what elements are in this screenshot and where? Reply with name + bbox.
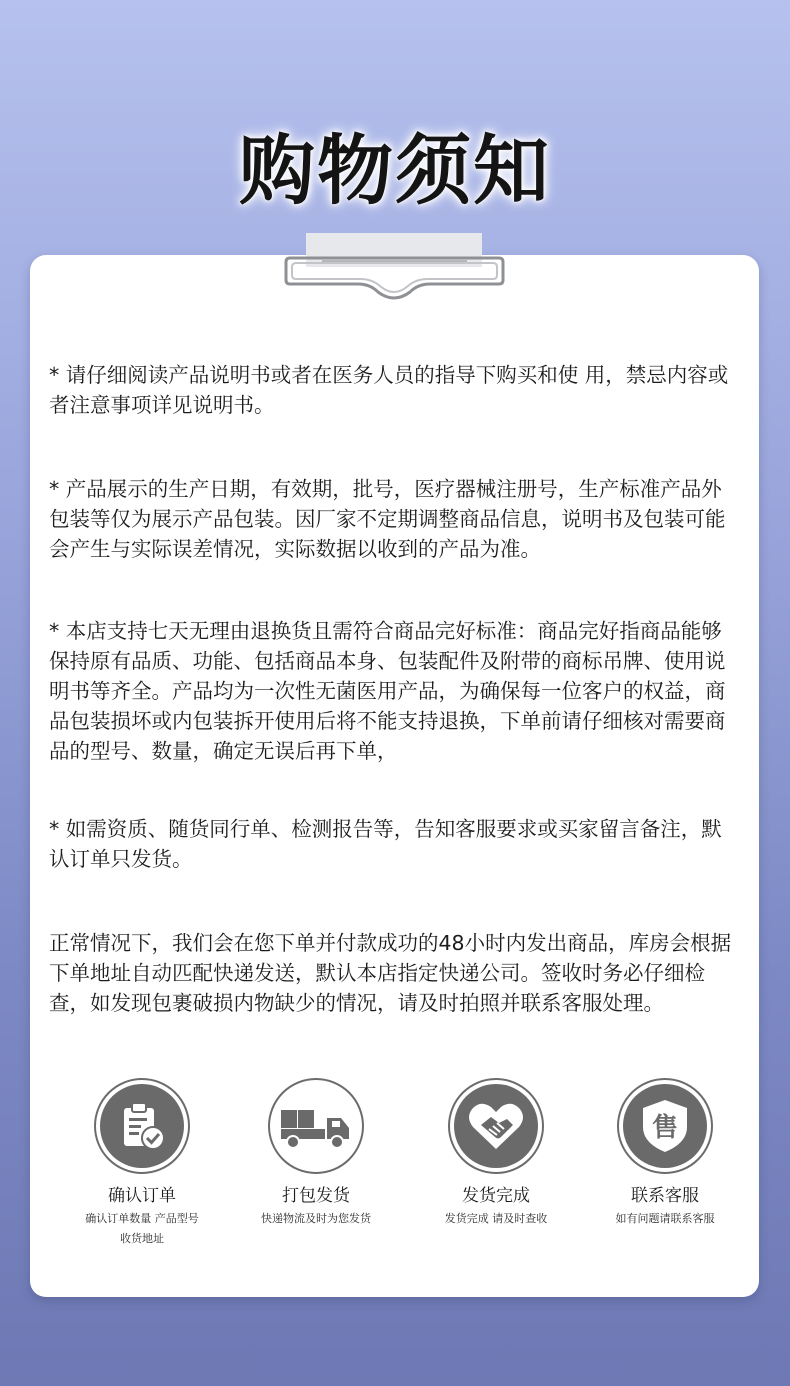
shield-char: 售 (651, 1113, 679, 1143)
step-label: 打包发货 (282, 1186, 350, 1206)
step-icon-circle (268, 1078, 364, 1174)
step-description: 发货完成 请及时查收 (444, 1212, 548, 1225)
step-pack-ship (236, 1078, 396, 1228)
step-description-line2: 收货地址 (120, 1232, 164, 1245)
notice-item: * 本店支持七天无理由退换货且需符合商品完好标准：商品完好指商品能够保持原有品质、功能、包括商品本身、包装配件及附带的商标吊牌、使用说明书等齐全。产品均为一次性无菌医用产品，为确保每一位客户的权益，商品包装损坏或内包装拆开使用后将不能支持退换，下单前请仔细核对需要商品的型号、数量，确定无误后再下单， (49, 619, 726, 763)
step-contact-service (585, 1078, 745, 1228)
notice-item: 正常情况下，我们会在您下单并付款成功的48小时内发出商品，库房会根据下单地址自动匹配快递发送，默认本店指定快递公司。签收时务必仔细检查，如发现包裹破损内物缺少的情况，请及时拍照并联系客服处理。 (49, 931, 732, 1015)
order-process-steps (30, 1078, 759, 1248)
delivery-truck-icon (277, 1098, 355, 1154)
step-shipped (416, 1078, 576, 1228)
clipboard-check-icon (114, 1098, 170, 1154)
handshake-heart-icon (467, 1099, 525, 1153)
step-label: 联系客服 (631, 1186, 699, 1206)
paper-clip-icon (282, 252, 507, 304)
step-description: 如有问题请联系客服 (615, 1212, 715, 1225)
step-confirm-order (62, 1078, 222, 1248)
step-icon-circle (617, 1078, 713, 1174)
step-description: 快递物流及时为您发货 (261, 1212, 371, 1225)
page-title: 购物须知 (239, 126, 551, 215)
step-icon-circle (94, 1078, 190, 1174)
notice-item: * 请仔细阅读产品说明书或者在医务人员的指导下购买和使 用，禁忌内容或者注意事项详见说明书。 (49, 363, 729, 417)
after-sales-shield-icon (639, 1097, 691, 1155)
notice-item: * 产品展示的生产日期，有效期，批号，医疗器械注册号，生产标准产品外包装等仅为展示产品包装。因厂家不定期调整商品信息，说明书及包装可能会产生与实际误差情况，实际数据以收到的产品为准。 (49, 477, 726, 561)
step-description: 确认订单数量 产品型号 (85, 1212, 199, 1225)
step-icon-circle (448, 1078, 544, 1174)
step-label: 发货完成 (462, 1186, 530, 1206)
step-label: 确认订单 (108, 1186, 176, 1206)
notice-item: * 如需资质、随货同行单、检测报告等，告知客服要求或买家留言备注，默认订单只发货。 (49, 817, 722, 871)
